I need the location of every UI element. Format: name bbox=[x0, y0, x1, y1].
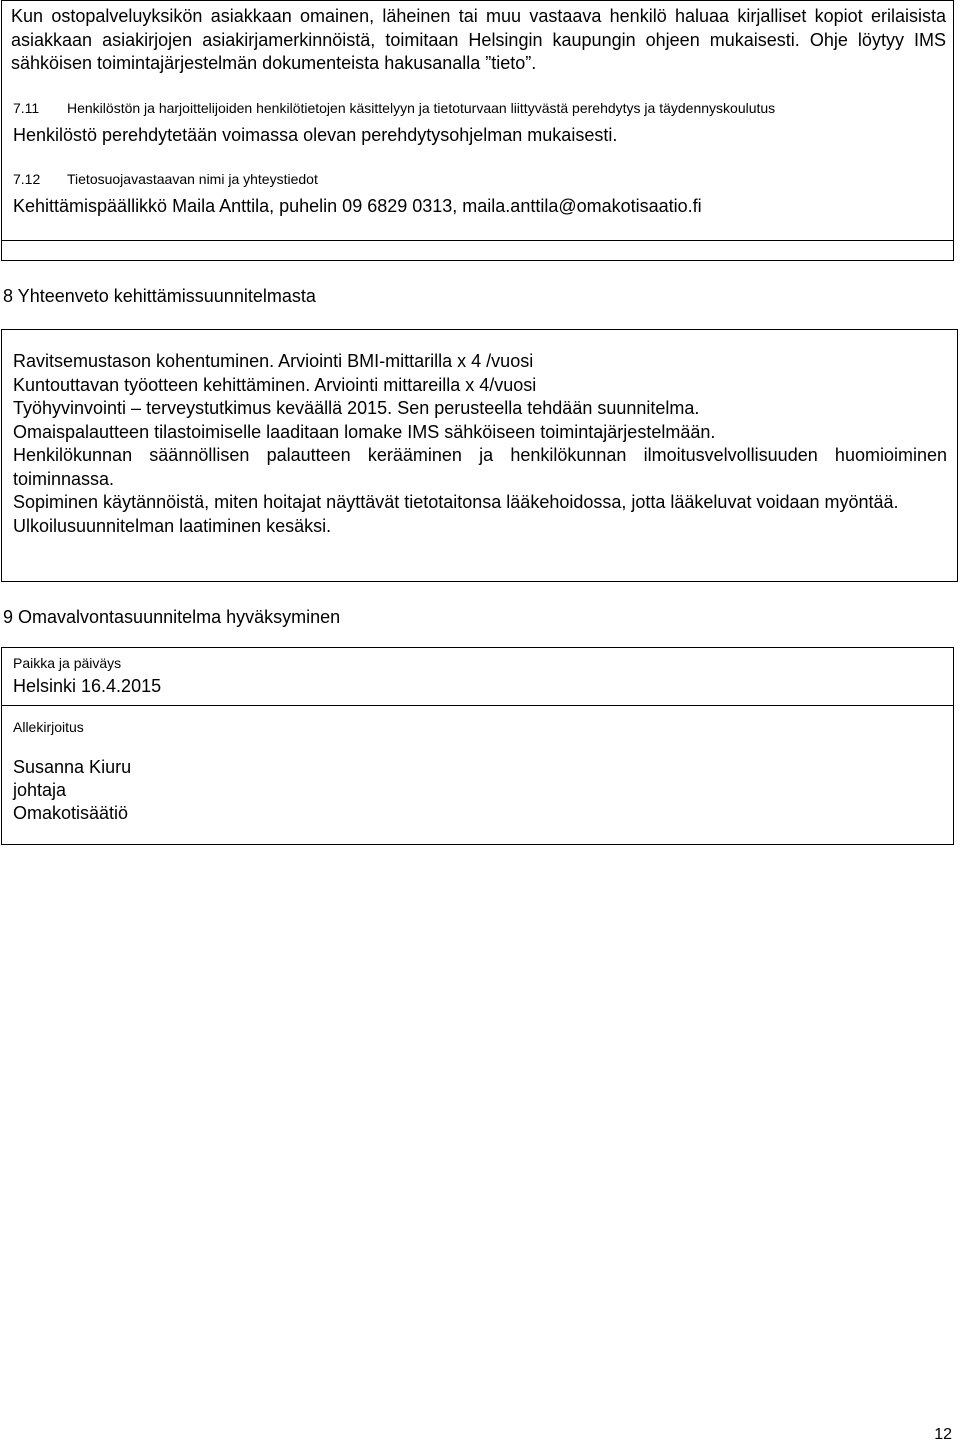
summary-line: Omaispalautteen tilastoimiselle laaditaan lomake IMS sähköiseen toimintajärjestelmään. bbox=[13, 421, 716, 442]
section-7-12-text: Kehittämispäällikkö Maila Anttila, puhelin 09 6829 0313, maila.anttila@omakotisaatio.fi bbox=[13, 196, 702, 216]
signature-box bbox=[1, 705, 954, 845]
signer-organization: Omakotisäätiö bbox=[13, 803, 129, 823]
summary-line: Sopiminen käytännöistä, miten hoitajat näyttävät tietotaitonsa lääkehoidossa, jotta lääkeluvat voidaan myöntää. bbox=[13, 492, 899, 512]
place-date-value: Helsinki 16.4.2015 bbox=[13, 676, 162, 696]
summary-line: Ulkoilusuunnitelman laatiminen kesäksi. bbox=[13, 515, 332, 536]
section-9-title: 9 Omavalvontasuunnitelma hyväksyminen bbox=[3, 607, 341, 627]
section-8-title: 8 Yhteenveto kehittämissuunnitelmasta bbox=[3, 286, 316, 306]
section-heading-text: Henkilöstön ja harjoittelijoiden henkilötietojen käsittelyyn ja tietoturvaan liittyvästä perehdytys ja täydennyskoulutus bbox=[67, 100, 776, 116]
section-7-box bbox=[1, 0, 954, 241]
section-7-11-heading bbox=[13, 99, 948, 117]
section-8-box bbox=[1, 329, 958, 582]
place-date-label: Paikka ja päiväys bbox=[13, 655, 122, 671]
intro-paragraph: Kun ostopalveluyksikön asiakkaan omainen, läheinen tai muu vastaava henkilö haluaa kirjalliset kopiot erilaisista asiakkaan asiakirjojen asiakirjamerkinnöistä, toimitaan Helsingin kaupungin ohjeen mukaisesti. Ohje löytyy IMS sähköisen toimintajärjestelmän dokumenteista hakusanalla ”tieto”. bbox=[11, 6, 946, 73]
section-heading-text: Tietosuojavastaavan nimi ja yhteystiedot bbox=[67, 171, 318, 187]
section-7-11-text: Henkilöstö perehdytetään voimassa olevan perehdytysohjelman mukaisesti. bbox=[13, 125, 618, 145]
summary-line: Ravitsemustason kohentuminen. Arviointi BMI-mittarilla x 4 /vuosi bbox=[13, 351, 534, 371]
summary-line: Kuntouttavan työotteen kehittäminen. Arviointi mittareilla x 4/vuosi bbox=[13, 374, 537, 395]
section-7-12-heading bbox=[13, 170, 318, 188]
section-number: 7.11 bbox=[13, 100, 40, 116]
summary-list bbox=[13, 350, 947, 538]
summary-line: Henkilökunnan säännöllisen palautteen kerääminen ja henkilökunnan ilmoitusvelvollisuuden huomioiminen toiminnassa. bbox=[13, 445, 947, 489]
section-number: 7.12 bbox=[13, 171, 41, 187]
page-number: 12 bbox=[934, 1426, 952, 1443]
place-date-box bbox=[1, 647, 954, 706]
signature-label: Allekirjoitus bbox=[13, 719, 84, 735]
signer-title: johtaja bbox=[13, 780, 67, 800]
empty-spacer-box bbox=[1, 240, 954, 261]
signer-name: Susanna Kiuru bbox=[13, 757, 132, 777]
summary-line: Työhyvinvointi – terveystutkimus keväällä 2015. Sen perusteella tehdään suunnitelma. bbox=[13, 398, 700, 418]
